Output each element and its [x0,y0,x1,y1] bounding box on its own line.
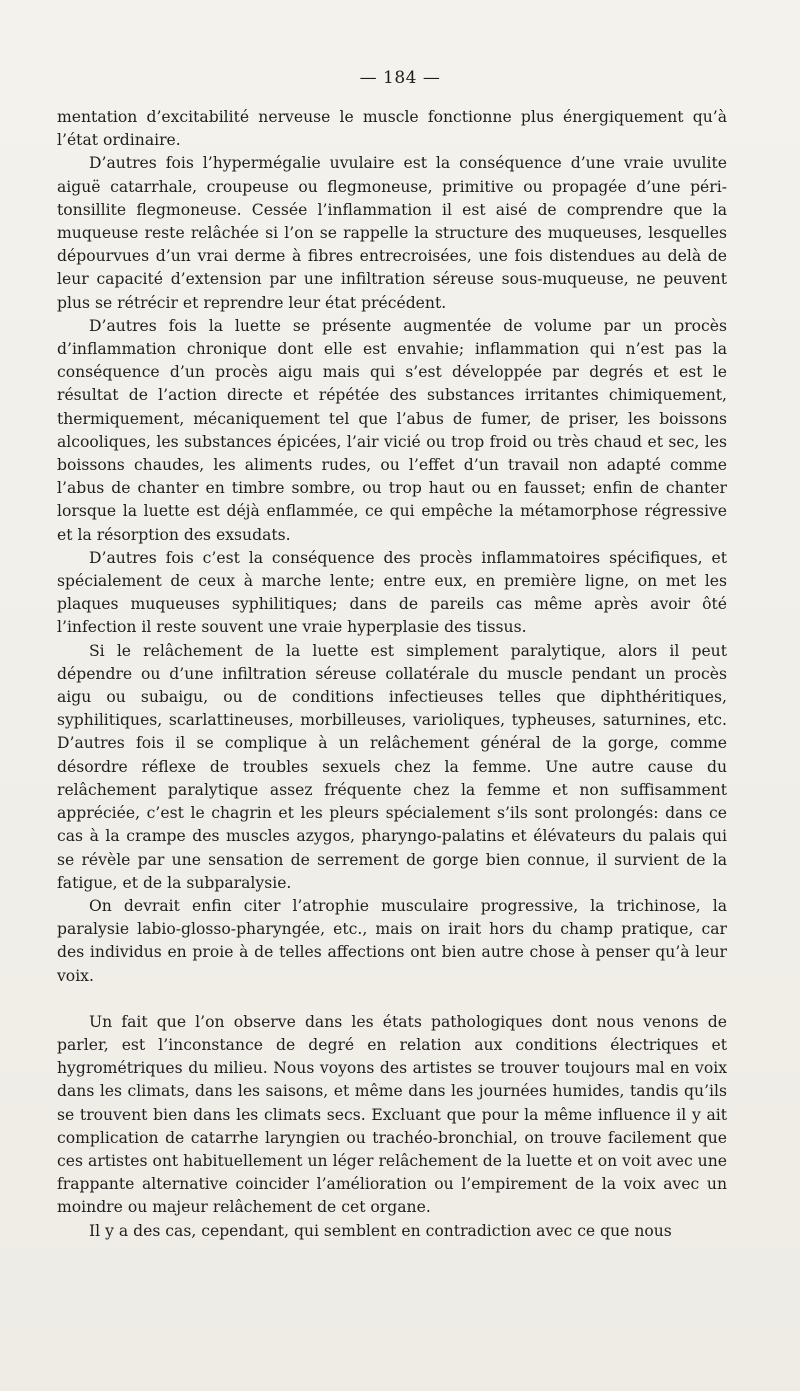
page-number: — 184 — [359,68,441,88]
paragraph-specific-inflammation: D’autres fois c’est la conséquence des procès inflammatoires spécifiques, et spécialement de ceux à marche lente; entre eux, en première ligne, on met les plaques muqueuses syphilitiques; dans de pareils cas même après avoir ôté l’infection il reste souvent une vraie hyperplasie des tissus. [57,548,727,637]
paragraph-continuation: mentation d’excitabilité nerveuse le muscle fonctionne plus énergiquement qu’à l’état ordinaire. [57,108,727,150]
body-text [57,106,727,1243]
paragraph-paralytic-relaxation: Si le relâchement de la luette est simplement paralytique, alors il peut dépendre ou d’une infiltration séreuse collatérale du muscle pendant un procès aigu ou subaigu, ou de conditions infectieuses telles que diphthéritiques, syphilitiques, scarlattineuses, morbilleuses, varioliques, typheuses, saturnines, etc. D’autres fois il se complique à un relâchement général de la gorge, comme désordre réflexe de troubles sexuels chez la femme. Une autre cause du relâchement paralytique assez fréquente chez la femme et non suffisamment appréciée, c’est le chagrin et les pleurs spécialement s’ils sont prolongés: dans ce cas à la crampe des muscles azygos, pharyngo-palatins et élévateurs du palais qui se révèle par une sensation de serrement de gorge bien connue, il survient de la fatigue, et de la subparalysie. [57,641,727,892]
paragraph-atrophy: On devrait enfin citer l’atrophie musculaire progressive, la trichinose, la paralysie labio-glosso-pharyngée, etc., mais on irait hors du champ pratique, car des individus en proie à de telles affections ont bien autre chose à penser qu’à leur voix. [57,896,727,985]
section-gap [57,988,727,1011]
paragraph-climate-observation: Un fait que l’on observe dans les états pathologiques dont nous venons de parler, est l’inconstance de degré en relation aux conditions électriques et hygrométriques du milieu. Nous voyons des artistes se trouver toujours mal en voix dans les climats, dans les saisons, et même dans les journées humides, tandis qu’ils se trouvent bien dans les climats secs. Excluant que pour la même influence il y ait complication de catarrhe laryngien ou trachéo-bronchial, on trouve facilement que ces artistes ont habituellement un léger relâchement de la luette et on voit avec une frappante alternative coincider l’amélioration ou l’empirement de la voix avec un moindre ou majeur relâchement de cet organe. [57,1012,727,1217]
paragraph-uvulite: D’autres fois l’hypermégalie uvulaire est la conséquence d’une vraie uvulite aiguë catarrhale, croupeuse ou flegmoneuse, primitive ou propagée d’une péri-tonsillite flegmoneuse. Cessée l’inflammation il est aisé de comprendre que la muqueuse reste relâchée si l’on se rappelle la structure des muqueuses, lesquelles dépourvues d’un vrai derme à fibres entrecroisées, une fois distendues au delà de leur capacité d’extension par une infiltration séreuse sous-muqueuse, ne peuvent plus se rétrécir et reprendre leur état précédent. [57,154,727,312]
paragraph-chronic-inflammation: D’autres fois la luette se présente augmentée de volume par un procès d’inflammation chronique dont elle est envahie; inflammation qui n’est pas la conséquence d’un procès aigu mais qui s’est développée par degrés et est le résultat de l’action directe et répétée des substances irritantes chimiquement, thermiquement, mécaniquement tel que l’abus de fumer, de priser, les boissons alcooliques, les substances épicées, l’air vicié ou trop froid ou très chaud et sec, les boissons chaudes, les aliments rudes, ou l’effet d’un travail non adapté comme l’abus de chanter en timbre sombre, ou trop haut ou en fausset; enfin de chanter lorsque la luette est déjà enflammée, ce qui empêche la métamorphose régressive et la résorption des exsudats. [57,316,727,544]
paragraph-contradiction: Il y a des cas, cependant, qui semblent en contradiction avec ce que nous [89,1221,672,1240]
